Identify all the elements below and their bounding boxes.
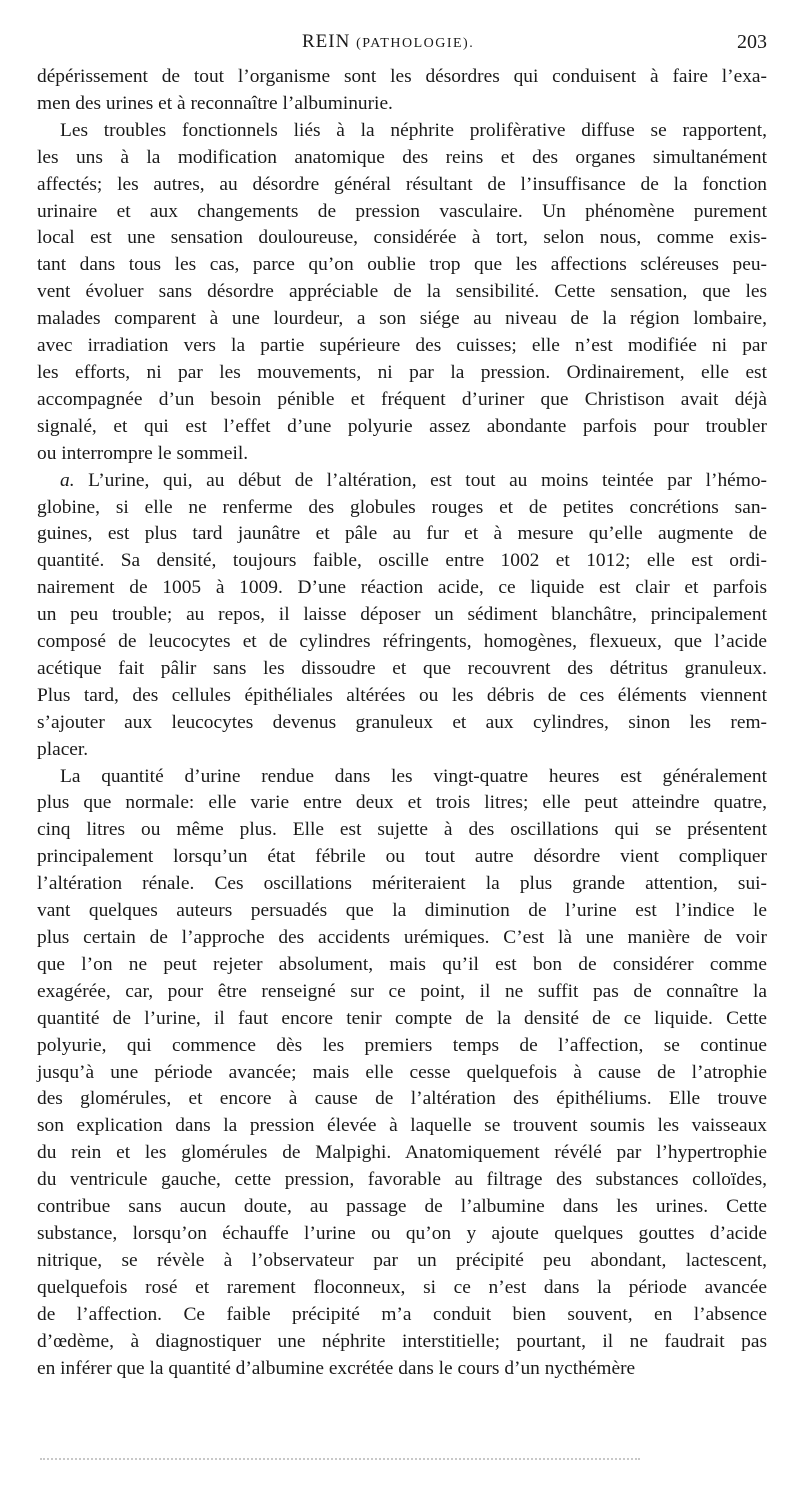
text-line: les uns à la modification anatomique des reins et des organes simultanément bbox=[37, 146, 767, 168]
paragraph bbox=[37, 764, 767, 1383]
footer-rule bbox=[40, 1458, 640, 1462]
text-line: contribue sans aucun doute, au passage de l’albumine dans les urines. Cette bbox=[37, 1196, 767, 1218]
text-line: vant quelques auteurs persuadés que la diminution de l’urine est l’indice le bbox=[37, 900, 767, 922]
running-title-main: REIN bbox=[302, 31, 351, 52]
text-line: accompagnée d’un besoin pénible et fréquent d’uriner que Christison avait déjà bbox=[37, 388, 767, 410]
text-line: polyurie, qui commence dès les premiers temps de l’affection, se continue bbox=[37, 1034, 767, 1056]
text-line: ou interrompre le sommeil. bbox=[37, 442, 249, 464]
text-line: s’ajouter aux leucocytes devenus granuleux et aux cylindres, sinon les rem- bbox=[37, 711, 767, 733]
text-line: composé de leucocytes et de cylindres réfringents, homogènes, flexueux, que l’acide bbox=[37, 631, 767, 653]
text-line: men des urines et à reconnaître l’albuminurie. bbox=[37, 92, 393, 114]
text-line: les efforts, ni par les mouvements, ni par la pression. Ordinairement, elle est bbox=[37, 361, 767, 383]
text-line: que l’on ne peut rejeter absolument, mais qu’il est bon de considérer comme bbox=[37, 953, 767, 975]
text-line: des glomérules, et encore à cause de l’altération des épithéliums. Elle trouve bbox=[37, 1088, 767, 1110]
text-line: nitrique, se révèle à l’observateur par un précipité peu abondant, lactescent, bbox=[37, 1249, 767, 1271]
running-title-sub: (PATHOLOGIE). bbox=[356, 36, 475, 51]
text-line: malades comparent à une lourdeur, a son siége au niveau de la région lombaire, bbox=[37, 308, 767, 330]
text-line: Les troubles fonctionnels liés à la néphrite prolifèrative diffuse se rapportent, bbox=[60, 119, 767, 141]
text-line: son explication dans la pression élevée à laquelle se trouvent soumis les vaisseaux bbox=[37, 1115, 767, 1137]
text-line: du rein et les glomérules de Malpighi. Anatomiquement révélé par l’hypertrophie bbox=[37, 1142, 767, 1164]
text-line: avec irradiation vers la partie supérieure des cuisses; elle n’est modifiée ni par bbox=[37, 335, 767, 357]
text-line: quantité de l’urine, il faut encore tenir compte de la densité de ce liquide. Cette bbox=[37, 1007, 767, 1029]
text-line: du ventricule gauche, cette pression, favorable au filtrage des substances colloïdes, bbox=[37, 1169, 767, 1191]
text-line: affectés; les autres, au désordre général résultant de l’insuffisance de la fonction bbox=[37, 173, 767, 195]
paragraph bbox=[37, 118, 767, 468]
text-line: nairement de 1005 à 1009. D’une réaction acide, ce liquide est clair et parfois bbox=[37, 577, 767, 599]
text-line: globine, si elle ne renferme des globules rouges et de petites concrétions san- bbox=[37, 496, 767, 518]
paragraph bbox=[37, 64, 767, 118]
text-line: exagérée, car, pour être renseigné sur ce point, il ne suffit pas de connaître la bbox=[37, 980, 767, 1002]
text-line: quantité. Sa densité, toujours faible, oscille entre 1002 et 1012; elle est ordi- bbox=[37, 550, 767, 572]
text-line-content: L’urine, qui, au début de l’altération, est tout au moins teintée par l’hémo- bbox=[74, 469, 767, 491]
text-line: dépérissement de tout l’organisme sont les désordres qui conduisent à faire l’exa- bbox=[37, 66, 767, 87]
text-line: plus certain de l’approche des accidents urémiques. C’est là une manière de voir bbox=[37, 927, 767, 948]
document-page bbox=[37, 28, 767, 1382]
text-line: cinq litres ou même plus. Elle est sujette à des oscillations qui se présentent bbox=[37, 819, 767, 841]
text-line: de l’affection. Ce faible précipité m’a conduit bien souvent, en l’absence bbox=[37, 1303, 767, 1325]
text-line: tant dans tous les cas, parce qu’on oublie trop que les affections scléreuses peu- bbox=[37, 254, 767, 276]
text-line: acétique fait pâlir sans les dissoudre et que recouvrent des détritus granuleux. bbox=[37, 657, 767, 679]
text-line: vent évoluer sans désordre appréciable de la sensibilité. Cette sensation, que les bbox=[37, 281, 767, 303]
text-line: placer. bbox=[37, 738, 89, 760]
text-line: d’œdème, à diagnostiquer une néphrite interstitielle; pourtant, il ne faudrait pas bbox=[37, 1330, 767, 1352]
text-line: La quantité d’urine rendue dans les vingt-quatre heures est généralement bbox=[60, 765, 767, 787]
body-text bbox=[37, 64, 767, 1382]
paragraph bbox=[37, 468, 767, 764]
running-title bbox=[302, 31, 474, 53]
text-line bbox=[37, 468, 767, 495]
running-head bbox=[37, 28, 767, 64]
text-line: l’altération rénale. Ces oscillations mériteraient la plus grande attention, sui- bbox=[37, 873, 767, 895]
text-line: guines, est plus tard jaunâtre et pâle au fur et à mesure qu’elle augmente de bbox=[37, 523, 767, 545]
text-line: substance, lorsqu’on échauffe l’urine ou qu’on y ajoute quelques gouttes d’acide bbox=[37, 1222, 767, 1244]
text-line: jusqu’à une période avancée; mais elle cesse quelquefois à cause de l’atrophie bbox=[37, 1061, 767, 1083]
text-line: local est une sensation douloureuse, considérée à tort, selon nous, comme exis- bbox=[37, 227, 767, 249]
text-line: quelquefois rosé et rarement floconneux, si ce n’est dans la période avancée bbox=[37, 1276, 767, 1298]
section-marker: a. bbox=[60, 469, 75, 491]
text-line: Plus tard, des cellules épithéliales altérées ou les débris de ces éléments viennent bbox=[37, 684, 767, 706]
text-line: signalé, et qui est l’effet d’une polyurie assez abondante parfois pour troubler bbox=[37, 415, 767, 437]
text-line: plus que normale: elle varie entre deux et trois litres; elle peut atteindre quatre, bbox=[37, 792, 767, 814]
text-line: en inférer que la quantité d’albumine excrétée dans le cours d’un nycthémère bbox=[37, 1357, 636, 1379]
text-line: un peu trouble; au repos, il laisse déposer un sédiment blanchâtre, principalement bbox=[37, 604, 767, 626]
text-line: urinaire et aux changements de pression vasculaire. Un phénomène purement bbox=[37, 200, 767, 222]
text-line: principalement lorsqu’un état fébrile ou tout autre désordre vient compliquer bbox=[37, 846, 767, 868]
page-number: 203 bbox=[737, 31, 767, 53]
